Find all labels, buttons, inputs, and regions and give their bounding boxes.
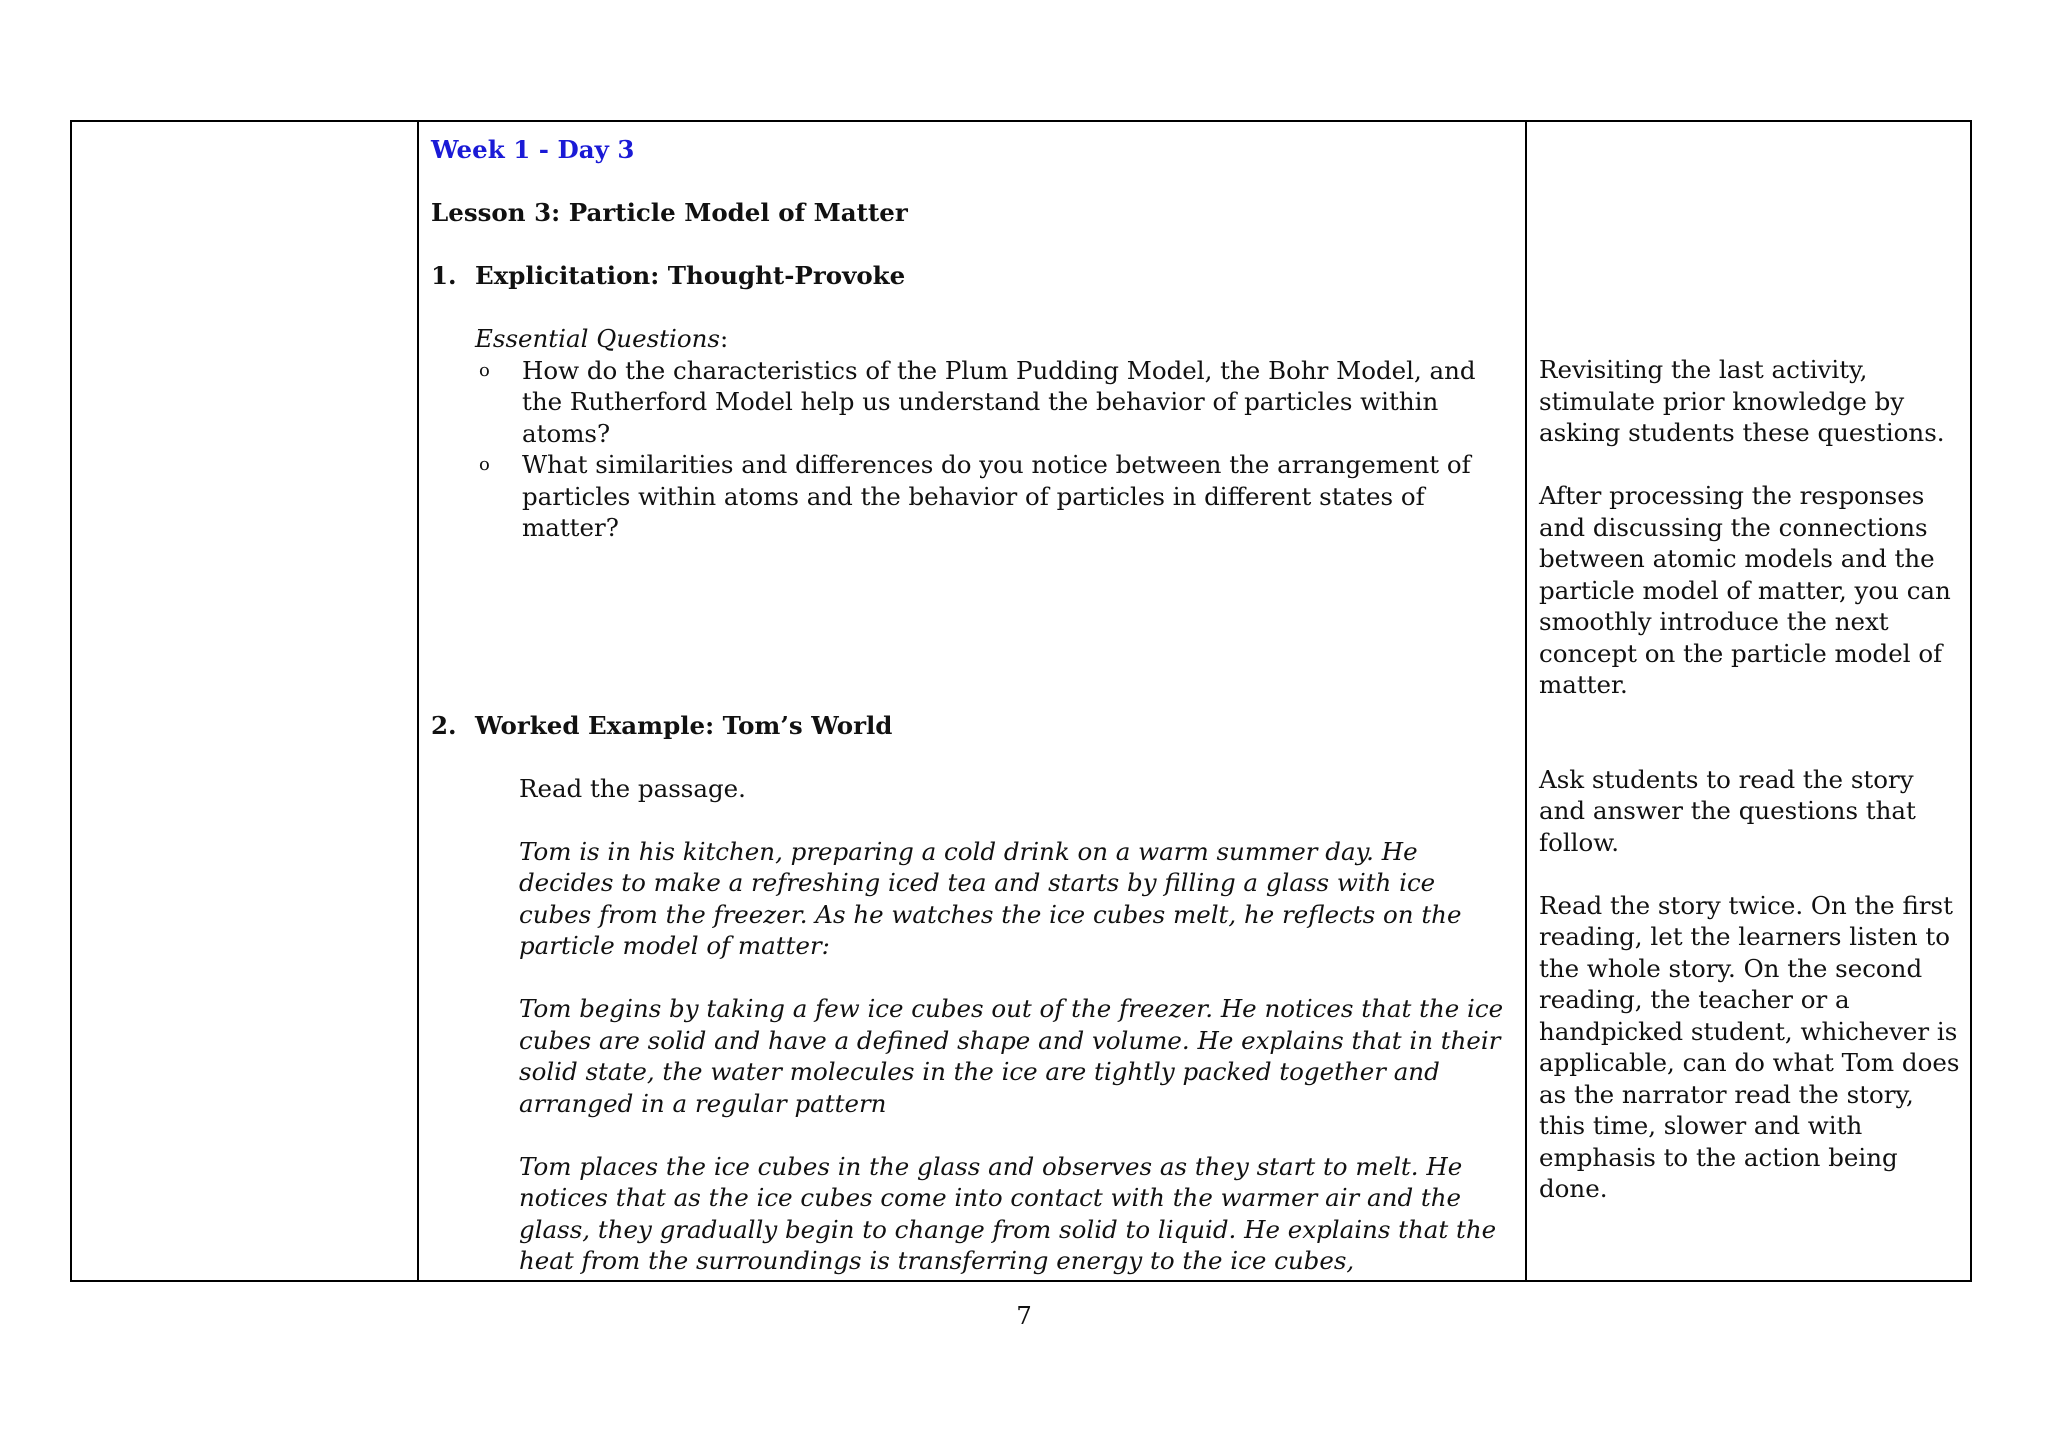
question-text: How do the characteristics of the Plum Pudding Model, the Bohr Model, and the Rutherford Model help us understand the behavior of particles within atoms? (522, 355, 1476, 448)
question-text: What similarities and differences do you notice between the arrangement of particles within atoms and the behavior of particles in different states of matter? (522, 450, 1471, 542)
step-1-heading (431, 260, 1513, 292)
step-2-title: Worked Example: Tom’s World (475, 710, 893, 740)
story-paragraph: Tom places the ice cubes in the glass and observes as they start to melt. He notices that as the ice cubes come into contact with the warmer air and the glass, they gradually begin to change from solid to liquid. He explains that the heat from the surroundings is transferring energy to the ice cubes, (519, 1151, 1497, 1275)
page-number: 7 (1016, 1301, 1032, 1330)
essential-questions-text: Essential Questions (475, 324, 720, 353)
week-day-heading: Week 1 - Day 3 (431, 135, 635, 164)
step-1-title: Explicitation: Thought-Provoke (475, 261, 906, 290)
step-1-number: 1. (431, 261, 457, 290)
teacher-notes-column (1527, 122, 1970, 1280)
teacher-note: Revisiting the last activity, stimulate prior knowledge by asking students these questions. (1539, 355, 1945, 447)
story-paragraph: Tom begins by taking a few ice cubes out of the freezer. He notices that the ice cubes are solid and have a defined shape and volume. He explains that in their solid state, the water molecules in the ice are tightly packed together and arranged in a regular pattern (519, 994, 1504, 1118)
bullet-marker: o (479, 359, 490, 381)
story-paragraph: Tom is in his kitchen, preparing a cold drink on a warm summer day. He decides to make a refreshing iced tea and starts by filling a glass with ice cubes from the freezer. As he watches the ice cubes melt, he reflects on the particle model of matter: (519, 836, 1462, 960)
essential-questions-list (431, 355, 1513, 544)
step-2-heading (431, 710, 1513, 742)
lesson-title: Lesson 3: Particle Model of Matter (431, 198, 908, 227)
teacher-note: Ask students to read the story and answer the questions that follow. (1539, 764, 1916, 857)
bullet-marker: o (479, 454, 490, 475)
list-item (475, 355, 1513, 450)
essential-questions-colon: : (719, 324, 729, 353)
lesson-content-column (419, 122, 1527, 1280)
list-item (475, 449, 1513, 544)
step-2-number: 2. (431, 710, 457, 740)
teacher-note: After processing the responses and discussing the connections between atomic models and the particle model of matter, you can smoothly introduce the next concept on the particle model of matter. (1539, 481, 1951, 699)
essential-questions-label (475, 323, 1513, 355)
passage-instruction: Read the passage. (519, 773, 746, 803)
lesson-plan-table (70, 120, 1972, 1282)
left-column-empty (72, 122, 419, 1280)
teacher-note: Read the story twice. On the first reading, let the learners listen to the whole story. On the second reading, the teacher or a handpicked student, whichever is applicable, can do what Tom does as the narrator read the story, this time, slower and with emphasis to the action being done. (1539, 890, 1960, 1203)
